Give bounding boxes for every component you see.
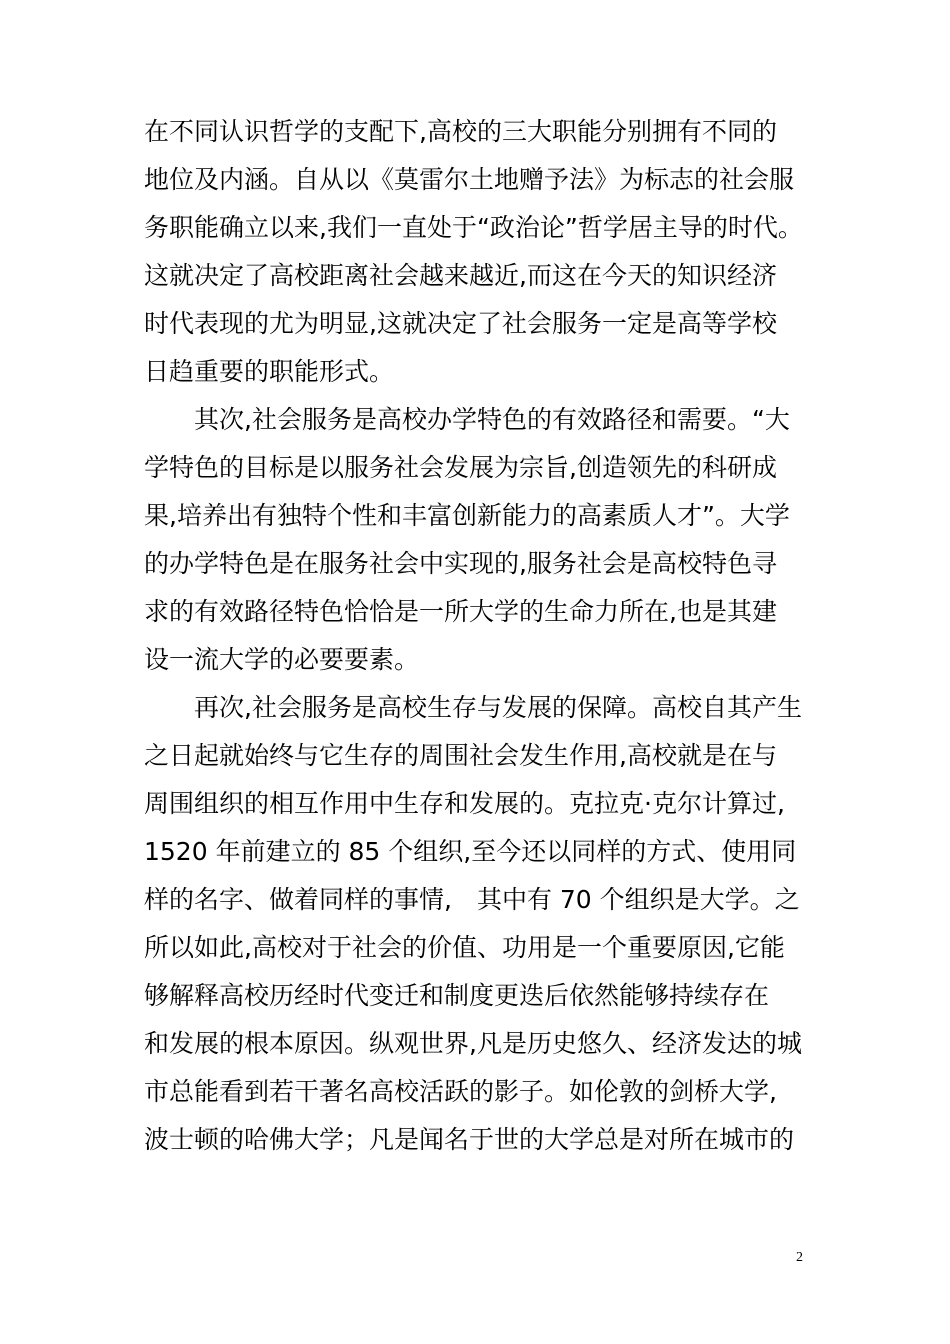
- text-line: 再次,社会服务是高校生存与发展的保障。高校自其产生: [194, 693, 802, 722]
- text-line: 波士顿的哈佛大学；凡是闻名于世的大学总是对所在城市的: [144, 1125, 795, 1154]
- text-line: 的办学特色是在服务社会中实现的,服务社会是高校特色寻: [144, 549, 777, 578]
- text-line: 市总能看到若干著名高校活跃的影子。如伦敦的剑桥大学,: [144, 1077, 777, 1106]
- text-line: 设一流大学的必要要素。: [144, 645, 420, 674]
- body-text: [144, 108, 812, 1164]
- text-line: 日趋重要的职能形式。: [144, 357, 395, 386]
- text-line: 求的有效路径特色恰恰是一所大学的生命力所在,也是其建: [144, 597, 777, 626]
- text-line: 其次,社会服务是高校办学特色的有效路径和需要。“大: [194, 405, 790, 434]
- text-line: 学特色的目标是以服务社会发展为宗旨,创造领先的科研成: [144, 453, 777, 482]
- text-line: 这就决定了高校距离社会越来越近,而这在今天的知识经济: [144, 261, 777, 290]
- page-number: 2: [796, 1250, 803, 1265]
- text-line: 务职能确立以来,我们一直处于“政治论”哲学居主导的时代。: [144, 213, 803, 242]
- text-line: 和发展的根本原因。纵观世界,凡是历史悠久、经济发达的城: [144, 1029, 802, 1058]
- text-line: 1520 年前建立的 85 个组织,至今还以同样的方式、使用同: [144, 837, 797, 866]
- text-line: 样的名字、做着同样的事情, 其中有 70 个组织是大学。之: [144, 885, 800, 914]
- text-line: 在不同认识哲学的支配下,高校的三大职能分别拥有不同的: [144, 117, 777, 146]
- text-line: 所以如此,高校对于社会的价值、功用是一个重要原因,它能: [144, 933, 785, 962]
- text-line: 时代表现的尤为明显,这就决定了社会服务一定是高等学校: [144, 309, 777, 338]
- text-line: 够解释高校历经时代变迁和制度更迭后依然能够持续存在: [144, 981, 770, 1010]
- text-line: 地位及内涵。自从以《莫雷尔土地赠予法》为标志的社会服: [144, 165, 795, 194]
- text-line: 之日起就始终与它生存的周围社会发生作用,高校就是在与: [144, 741, 777, 770]
- text-line: 周围组织的相互作用中生存和发展的。克拉克·克尔计算过,: [144, 789, 785, 818]
- text-line: 果,培养出有独特个性和丰富创新能力的高素质人才”。大学: [144, 501, 790, 530]
